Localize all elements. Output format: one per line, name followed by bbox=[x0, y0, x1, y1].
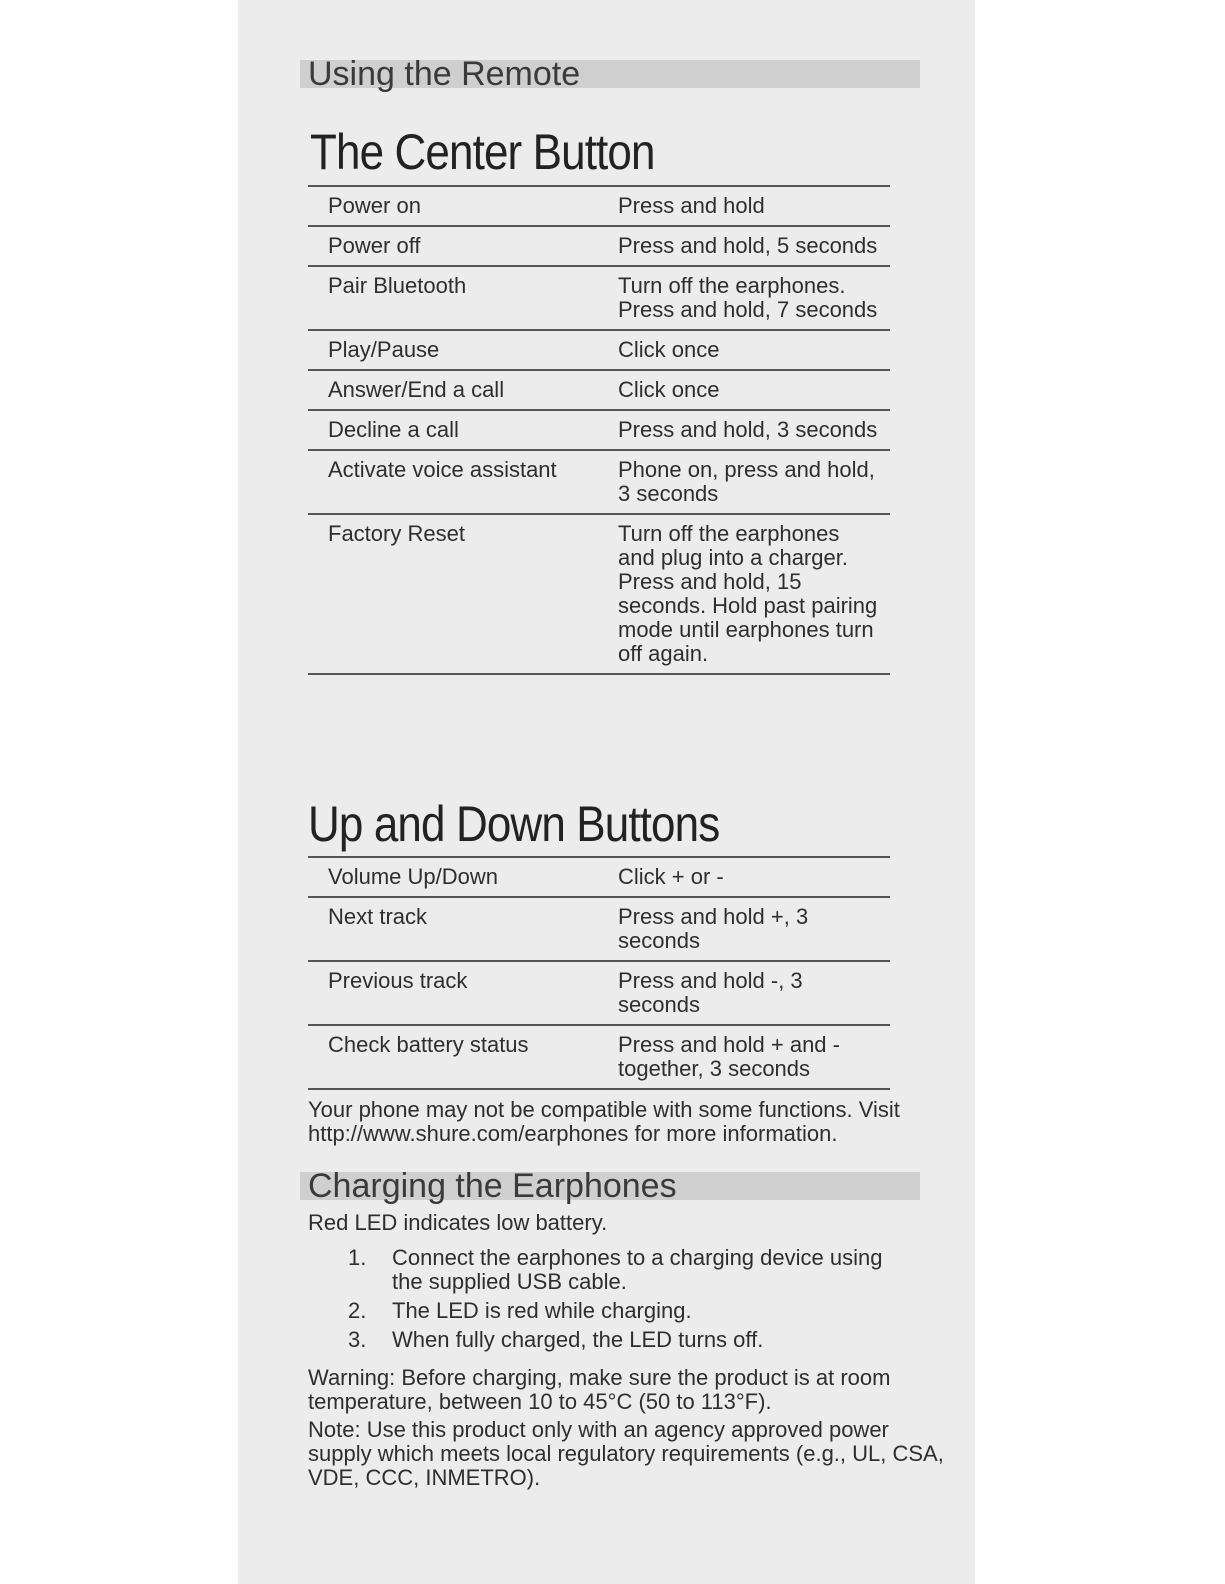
how-cell: Click once bbox=[618, 370, 890, 410]
charging-intro: Red LED indicates low battery. bbox=[308, 1210, 608, 1235]
action-cell: Power off bbox=[308, 226, 618, 266]
action-cell: Answer/End a call bbox=[308, 370, 618, 410]
table-row bbox=[308, 857, 890, 897]
table-row bbox=[308, 370, 890, 410]
how-cell: Press and hold -, 3 seconds bbox=[618, 961, 890, 1025]
table-row bbox=[308, 266, 890, 330]
table-row bbox=[308, 961, 890, 1025]
how-cell: Phone on, press and hold, 3 seconds bbox=[618, 450, 890, 514]
list-item bbox=[348, 1299, 908, 1323]
table-row bbox=[308, 330, 890, 370]
how-cell: Press and hold +, 3 seconds bbox=[618, 897, 890, 961]
how-cell: Press and hold, 5 seconds bbox=[618, 226, 890, 266]
section-header-charging-text: Charging the Earphones bbox=[308, 1167, 677, 1205]
action-cell: Decline a call bbox=[308, 410, 618, 450]
how-cell: Press and hold, 3 seconds bbox=[618, 410, 890, 450]
table-row bbox=[308, 186, 890, 226]
up-down-buttons-title: Up and Down Buttons bbox=[308, 796, 720, 852]
action-cell: Factory Reset bbox=[308, 514, 618, 674]
action-cell: Previous track bbox=[308, 961, 618, 1025]
step-text: The LED is red while charging. bbox=[392, 1298, 692, 1323]
step-text: Connect the earphones to a charging device using the supplied USB cable. bbox=[392, 1245, 883, 1294]
action-cell: Power on bbox=[308, 186, 618, 226]
how-cell: Click once bbox=[618, 330, 890, 370]
section-header-charging bbox=[308, 1167, 677, 1205]
action-cell: Play/Pause bbox=[308, 330, 618, 370]
how-cell: Click + or - bbox=[618, 857, 890, 897]
step-number: 2. bbox=[348, 1298, 367, 1323]
action-cell: Next track bbox=[308, 897, 618, 961]
how-cell: Turn off the earphones and plug into a charger. Press and hold, 15 seconds. Hold past pairing mode until earphones turn off again. bbox=[618, 514, 890, 674]
table-row bbox=[308, 450, 890, 514]
table-row bbox=[308, 1025, 890, 1089]
list-item bbox=[348, 1328, 908, 1352]
section-header-remote bbox=[308, 55, 581, 93]
table-row bbox=[308, 410, 890, 450]
how-cell: Press and hold + and - together, 3 seconds bbox=[618, 1025, 890, 1089]
charging-note: Note: Use this product only with an agency approved power supply which meets local regulatory requirements (e.g., UL, CSA, VDE, CCC, INMETRO). bbox=[308, 1417, 944, 1490]
section-header-remote-text: Using the Remote bbox=[308, 55, 581, 93]
how-cell: Press and hold bbox=[618, 186, 890, 226]
charging-steps bbox=[348, 1246, 908, 1357]
action-cell: Pair Bluetooth bbox=[308, 266, 618, 330]
step-number: 1. bbox=[348, 1245, 367, 1270]
step-number: 3. bbox=[348, 1327, 367, 1352]
step-text: When fully charged, the LED turns off. bbox=[392, 1327, 764, 1352]
charging-warning: Warning: Before charging, make sure the product is at room temperature, between 10 to 45°C (50 to 113°F). bbox=[308, 1365, 891, 1414]
center-button-table bbox=[308, 185, 890, 675]
compatibility-note: Your phone may not be compatible with some functions. Visit http://www.shure.com/earphones for more information. bbox=[308, 1097, 900, 1146]
action-cell: Volume Up/Down bbox=[308, 857, 618, 897]
table-row bbox=[308, 514, 890, 674]
list-item bbox=[348, 1246, 908, 1294]
action-cell: Check battery status bbox=[308, 1025, 618, 1089]
action-cell: Activate voice assistant bbox=[308, 450, 618, 514]
center-button-title: The Center Button bbox=[310, 124, 655, 180]
table-row bbox=[308, 226, 890, 266]
manual-page bbox=[238, 0, 975, 1584]
up-down-buttons-table bbox=[308, 856, 890, 1090]
table-row bbox=[308, 897, 890, 961]
how-cell: Turn off the earphones. Press and hold, 7 seconds bbox=[618, 266, 890, 330]
